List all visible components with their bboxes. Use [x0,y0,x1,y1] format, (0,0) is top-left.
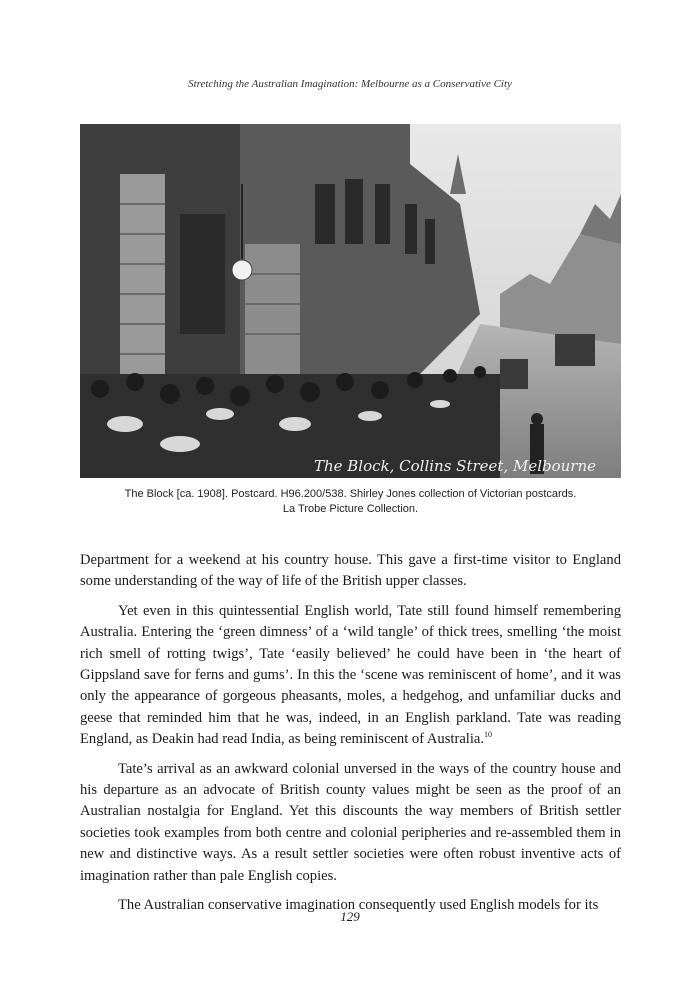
paragraph-2 [80,601,621,751]
paragraph-3: Tate’s arrival as an awkward colonial unversed in the ways of the country house and his departure as an advocate of British county values might be seen as the proof of an Australian nostalgia for England. Yet this discounts the way members of British settler societies took examples from both centre and colonial peripheries and re-assembled them in new and distinctive ways. As a result settler societies were often robust inventive acts of imagination rather than pale English copies. [80,760,621,884]
caption-line-2: La Trobe Picture Collection. [282,503,419,515]
caption-line-1: The Block [ca. 1908]. Postcard. H96.200/538. Shirley Jones collection of Victorian postcards. [124,488,577,500]
paragraph-4: The Australian conservative imagination consequently used English models for its [118,897,599,914]
paragraph-2-text: Yet even in this quintessential English world, Tate still found himself remembering Australia. Entering the ‘green dimness’ of a ‘wild tangle’ of thick trees, smelling ‘the moist rich smell of rotting twigs’, Tate ‘easily believed’ he could have been in ‘the heart of Gippsland save for ferns and gums’. In this the ‘scene was reminiscent of home’, and it was only the appearance of gorgeous pheasants, moles, a hedgehog, and unfamiliar ducks and geese that reminded him that he was, indeed, in an English parkland. Tate was reading England, as Deakin had read India, as being reminiscent of Australia. [80,602,621,748]
paragraph-1: Department for a weekend at his country house. This gave a first-time visitor to England some understanding of the way of life of the British upper classes. [80,552,621,590]
figure-caption [80,487,621,517]
street-scene-image [80,124,621,478]
page-number: 129 [340,909,360,924]
postcard-photograph [80,124,621,478]
postcard-inscription: The Block, Collins Street, Melbourne [313,457,597,475]
footnote-marker: 10 [484,730,493,740]
running-head: Stretching the Australian Imagination: Melbourne as a Conservative City [188,78,512,90]
body-text [80,550,621,925]
